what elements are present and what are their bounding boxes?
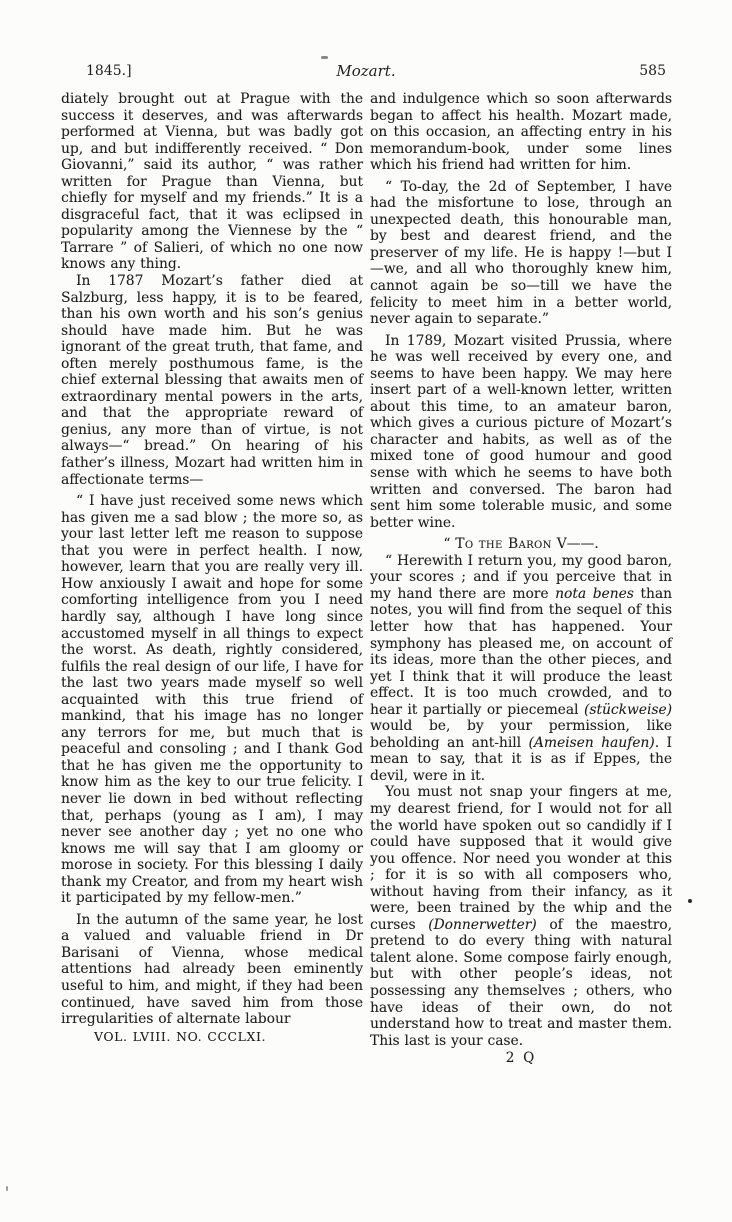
text-segment: would be, by your permission, like beholding an ant-hill: [370, 718, 672, 751]
text-segment: (stückweise): [584, 701, 672, 718]
text-segment: V——.: [551, 536, 599, 553]
text-segment: diately brought out at Prague with the success it deserves, and was afterwards performed at Vienna, but was badly got up, and but indifferently received. “ Don Giovanni,” said its author, “ was rather written for Prague than Vienna, but chiefly for myself and my friends.” It is a disgraceful fact, that it was eclipsed in popularity among the Viennese by the “ Tarrare ” of Salieri, of which no one now knows any thing.: [61, 91, 363, 273]
left-column-text: [61, 91, 363, 1028]
scan-speck: [688, 899, 692, 903]
text-segment: “: [443, 536, 456, 553]
paragraph: [61, 493, 363, 907]
text-segment: . I mean to say, that it is as if Eppes, the devil, were in it.: [370, 734, 672, 784]
paragraph: [370, 553, 672, 785]
running-title: Mozart.: [336, 62, 396, 80]
right-column-text: [370, 91, 672, 1049]
text-segment: (Donnerwetter): [428, 916, 537, 933]
text-segment: of the maestro, pretend to do every thing with natural talent alone. Some compose fairly enough, but with other people’s ideas, not possessing any themselves ; others, who have ideas of their own, do not understand how to treat and master them. This last is your case.: [370, 916, 672, 1049]
paragraph: [370, 91, 672, 174]
paragraph: [370, 784, 672, 1049]
paragraph: [370, 333, 672, 532]
text-segment: “ I have just received some news which has given me a sad blow ; the more so, as your last letter left me reason to suppose that you were in perfect health. I now, however, learn that you are really very ill. How anxiously I await and hope for some comforting intelligence from you I need hardly say, although I have long since accustomed myself in all things to expect the worst. As death, rightly considered, fulfils the real design of our life, I have for the last two years made myself so well acquainted with this true friend of mankind, that his image has no longer any terrors for me, but much that is peaceful and consoling ; and I thank God that he has given me the opportunity to know him as the key to our true felicity. I never lie down in bed without reflecting that, perhaps (young as I am), I may never see another day ; yet no one who knows me will say that I am gloomy or morose in society. For this blessing I daily thank my Creator, and from my heart wish it participated by my fellow-men.”: [61, 493, 363, 907]
paragraph: [61, 273, 363, 488]
text-segment: “ To-day, the 2d of September, I have had the misfortune to lose, through an unexpected death, this honourable man, by best and dearest friend, and the preserver of my life. He is happy !—but I—we, and all who thoroughly knew him, cannot again be so—till we have the felicity to meet him in a better world, never again to separate.”: [370, 178, 672, 328]
text-segment: “ Herewith I return you, my good baron, your scores ; and if you perceive that in my hand there are more: [370, 552, 672, 602]
text-segment: In 1787 Mozart’s father died at Salzburg, less happy, it is to be feared, than his own worth and his son’s genius should have made him. But he was ignorant of the great truth, that fame, and often merely posthumous fame, is the chief external blessing that awaits men of extraordinary mental powers in the arts, and that the appropriate reward of genius, any more than of virtue, is not always—“ bread.” On hearing of his father’s illness, Mozart had written him in affectionate terms—: [61, 273, 363, 488]
left-column: [61, 91, 363, 1045]
text-segment: and indulgence which so soon afterwards began to affect his health. Mozart made, on this occasion, an affecting entry in his memorandum-book, under some lines which his friend had written for him.: [370, 91, 672, 174]
text-segment: In 1789, Mozart visited Prussia, where he was well received by every one, and seems to have been happy. We may here insert part of a well-known letter, written about this time, to an amateur baron, which gives a curious picture of Mozart’s character and habits, as well as of the mixed tone of good humour and good sense with which he seems to have both written and conversed. The baron had sent him some tolerable music, and some better wine.: [370, 332, 672, 531]
text-segment: You must not snap your fingers at me, my dearest friend, for I would not for all the world have spoken out so candidly if I could have supposed that it would give you offence. Nor need you wonder at this ; for it is so with all composers who, without having from their infancy, as it were, been trained by the whip and the curses: [370, 784, 672, 933]
signature-mark: 2 Q: [505, 1050, 537, 1067]
right-column: [370, 91, 672, 1067]
paragraph: [370, 179, 672, 328]
text-segment: In the autumn of the same year, he lost a valued and valuable friend in Dr Barisani of Vienna, whose medical attentions had already been eminently useful to him, and might, if they had been continued, have saved him from those irregularities of alternate labour: [61, 911, 363, 1028]
paragraph: [61, 91, 363, 273]
text-segment: To the Baron: [455, 536, 552, 553]
text-segment: (Ameisen haufen): [528, 734, 655, 751]
volume-line: VOL. LVIII. NO. CCCLXI.: [94, 1029, 267, 1044]
text-segment: nota benes: [555, 585, 634, 602]
paragraph: [61, 912, 363, 1028]
scan-speck: [6, 1186, 8, 1191]
letter-heading: [370, 536, 672, 553]
header-year: 1845.]: [86, 63, 132, 79]
page-number: 585: [639, 63, 666, 79]
scan-speck: [321, 56, 328, 59]
text-segment: than notes, you will find from the sequel of this letter how that has happened. Your symphony has pleased me, on account of its ideas, more than the other pieces, and yet I think that it will produce the least effect. It is too much crowded, and to hear it partially or piecemeal: [370, 585, 672, 718]
